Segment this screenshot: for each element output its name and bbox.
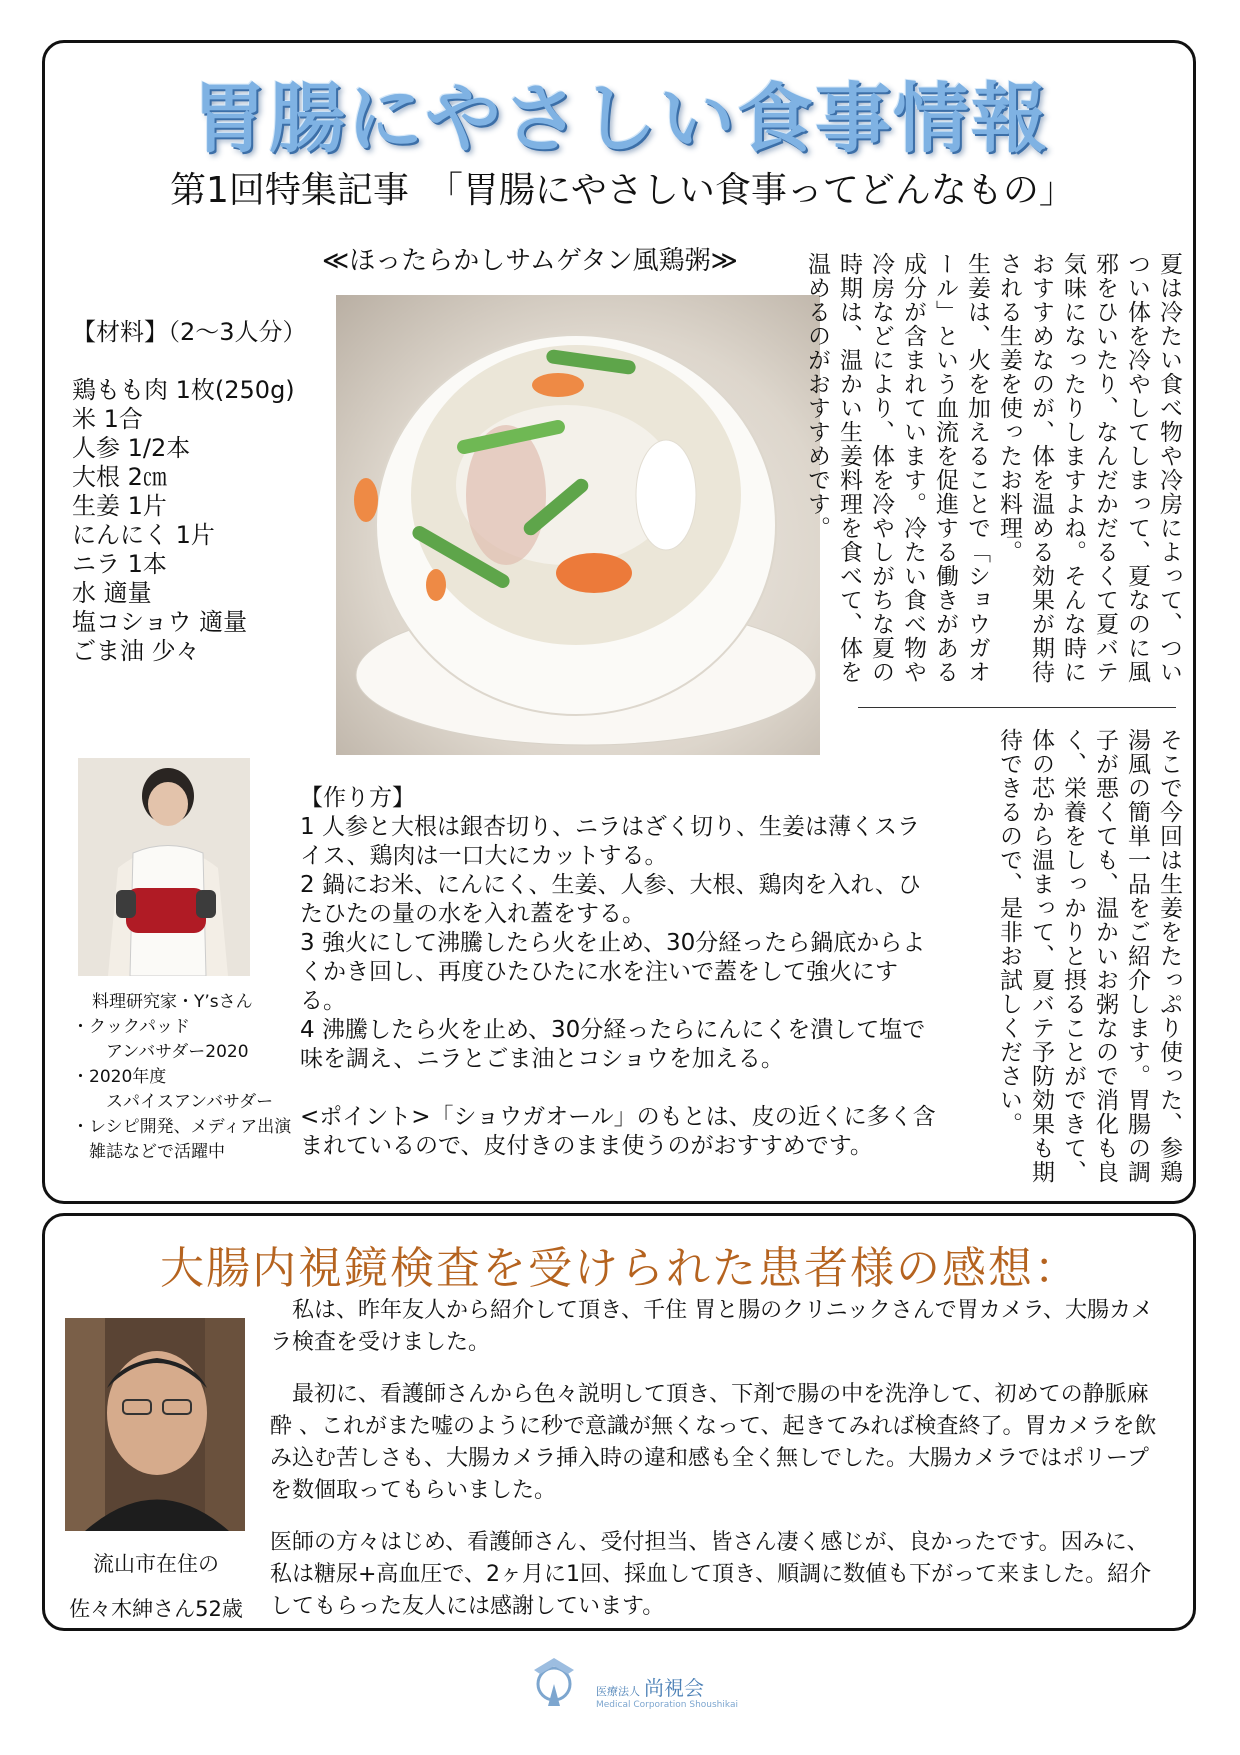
- eagle-emblem-icon: [528, 1650, 598, 1720]
- step-item: 3 強火にして沸騰したら火を止め、30分経ったら鍋底からよくかき回し、再度ひたひたに水を注いで蓋をして強火にする。: [300, 930, 926, 1014]
- chef-illustration: [78, 758, 250, 976]
- ingredient-item: 塩コショウ 適量: [72, 608, 248, 636]
- chef-photo: [78, 758, 250, 976]
- impressions-body: [270, 1295, 1170, 1643]
- impressions-paragraph: 医師の方々はじめ、看護師さん、受付担当、皆さん凄く感じが、良かったです。因みに、私は糖尿+高血圧で、2ヶ月に1回、採血して頂き、順調に数値も下がって来ました。紹介してもらった友人には感謝しています。: [270, 1530, 1152, 1619]
- chef-profile-line: ・レシピ開発、メディア出演: [72, 1117, 292, 1137]
- clinic-prefix: 医療法人: [596, 1685, 640, 1698]
- ingredient-item: 鶏もも肉 1枚(250g): [72, 376, 295, 404]
- impressions-paragraph: 私は、昨年友人から紹介して頂き、千住 胃と腸のクリニックさんで胃カメラ、大腸カメラ検査を受けました。: [270, 1298, 1154, 1355]
- intro-paragraph: 夏は冷たい食べ物や冷房によって、ついつい体を冷やしてしまって、夏なのに風邪をひいたり、なんだかだるくて夏バテ気味になったりしますよね。そんな時におすすめなのが、体を温める効果が期待される生姜を使ったお料理。: [996, 252, 1182, 684]
- recipe-name: ≪ほったらかしサムゲタン風鶏粥≫: [322, 246, 738, 276]
- clinic-name-text: 尚視会: [644, 1676, 704, 1700]
- ingredient-item: 大根 2㎝: [72, 463, 167, 491]
- intro-paragraph: 生姜は、火を加えることで「ショウガオール」という血流を促進する働きがある成分が含まれています。冷たい食べ物や冷房などにより、体を冷やしがちな夏の時期は、温かい生姜料理を食べて、体を温めるのがおすすめです。: [804, 252, 990, 684]
- chef-profile-line: ・2020年度: [72, 1067, 167, 1087]
- intro-paragraph: そこで今回は生姜をたっぷり使った、参鶏湯風の簡単一品をご紹介します。胃腸の調子が悪くても、温かいお粥なので消化も良く、栄養をしっかりと摂ることができて、体の芯から温まって、夏バテ予防効果も期待できるので、是非お試しください。: [996, 728, 1182, 1184]
- patient-photo: [65, 1318, 245, 1531]
- step-item: 4 沸騰したら火を止め、30分経ったらにんにくを潰して塩で味を調え、ニラとごま油とコショウを加える。: [300, 1017, 926, 1072]
- ingredient-item: 水 適量: [72, 579, 152, 607]
- ingredient-item: 生姜 1片: [72, 492, 167, 520]
- page-title: 胃腸にやさしい食事情報: [191, 74, 1049, 163]
- ingredients-heading: 【材料】（2～3人分）: [72, 318, 307, 346]
- chef-profile-line: スパイスアンバサダー: [72, 1092, 274, 1112]
- chef-profile-line: ・クックパッド: [72, 1017, 190, 1037]
- ingredient-item: ごま油 少々: [72, 637, 200, 665]
- chef-profile-line: アンバサダー2020: [72, 1042, 249, 1062]
- step-item: 1 人参と大根は銀杏切り、ニラはざく切り、生姜は薄くスライス、鶏肉は一口大にカットする。: [300, 814, 920, 869]
- patient-caption: 流山市在住の: [93, 1552, 219, 1576]
- steps-heading: 【作り方】: [300, 785, 415, 811]
- patient-caption: 佐々木紳さん52歳: [69, 1597, 243, 1621]
- ingredient-item: 人参 1/2本: [72, 434, 191, 462]
- ingredient-item: ニラ 1本: [72, 550, 167, 578]
- congee-photo: [336, 295, 820, 755]
- clinic-name: [596, 1672, 704, 1701]
- intro-text-vertical-2: [913, 728, 1185, 1188]
- ingredients-list: [72, 318, 342, 666]
- step-item: 2 鍋にお米、にんにく、生姜、人参、大根、鶏肉を入れ、ひたひたの量の水を入れ蓋をする。: [300, 872, 921, 927]
- congee-bowl-illustration: [336, 295, 820, 755]
- impressions-title: 大腸内視鏡検査を受けられた患者様の感想：: [160, 1243, 1080, 1294]
- article-subtitle: 第1回特集記事 「胃腸にやさしい食事ってどんなもの」: [170, 170, 1075, 211]
- impressions-paragraph: 最初に、看護師さんから色々説明して頂き、下剤で腸の中を洗浄して、初めての静脈麻酔 、これがまた嘘のように秒で意識が無くなって、起きてみれば検査終了。胃カメラを飲み込む苦しさも、大腸カメラ挿入時の違和感も全く無しでした。大腸カメラではポリープを数個取ってもらいました。: [270, 1382, 1157, 1503]
- chef-profile: [72, 990, 292, 1165]
- patient-illustration: [65, 1318, 245, 1531]
- clinic-name-english: Medical Corporation Shoushikai: [596, 1700, 738, 1710]
- recipe-point: <ポイント>「ショウガオール」のもとは、皮の近くに多く含まれているので、皮付きのまま使うのがおすすめです。: [300, 1104, 936, 1159]
- divider: [858, 707, 1176, 708]
- ingredient-item: にんにく 1片: [72, 521, 215, 549]
- chef-profile-line: 料理研究家・Y’sさん: [92, 992, 253, 1012]
- intro-text-vertical: [755, 252, 1185, 707]
- ingredient-item: 米 1合: [72, 405, 143, 433]
- recipe-steps: [300, 784, 940, 1161]
- chef-profile-line: 雑誌などで活躍中: [72, 1142, 225, 1162]
